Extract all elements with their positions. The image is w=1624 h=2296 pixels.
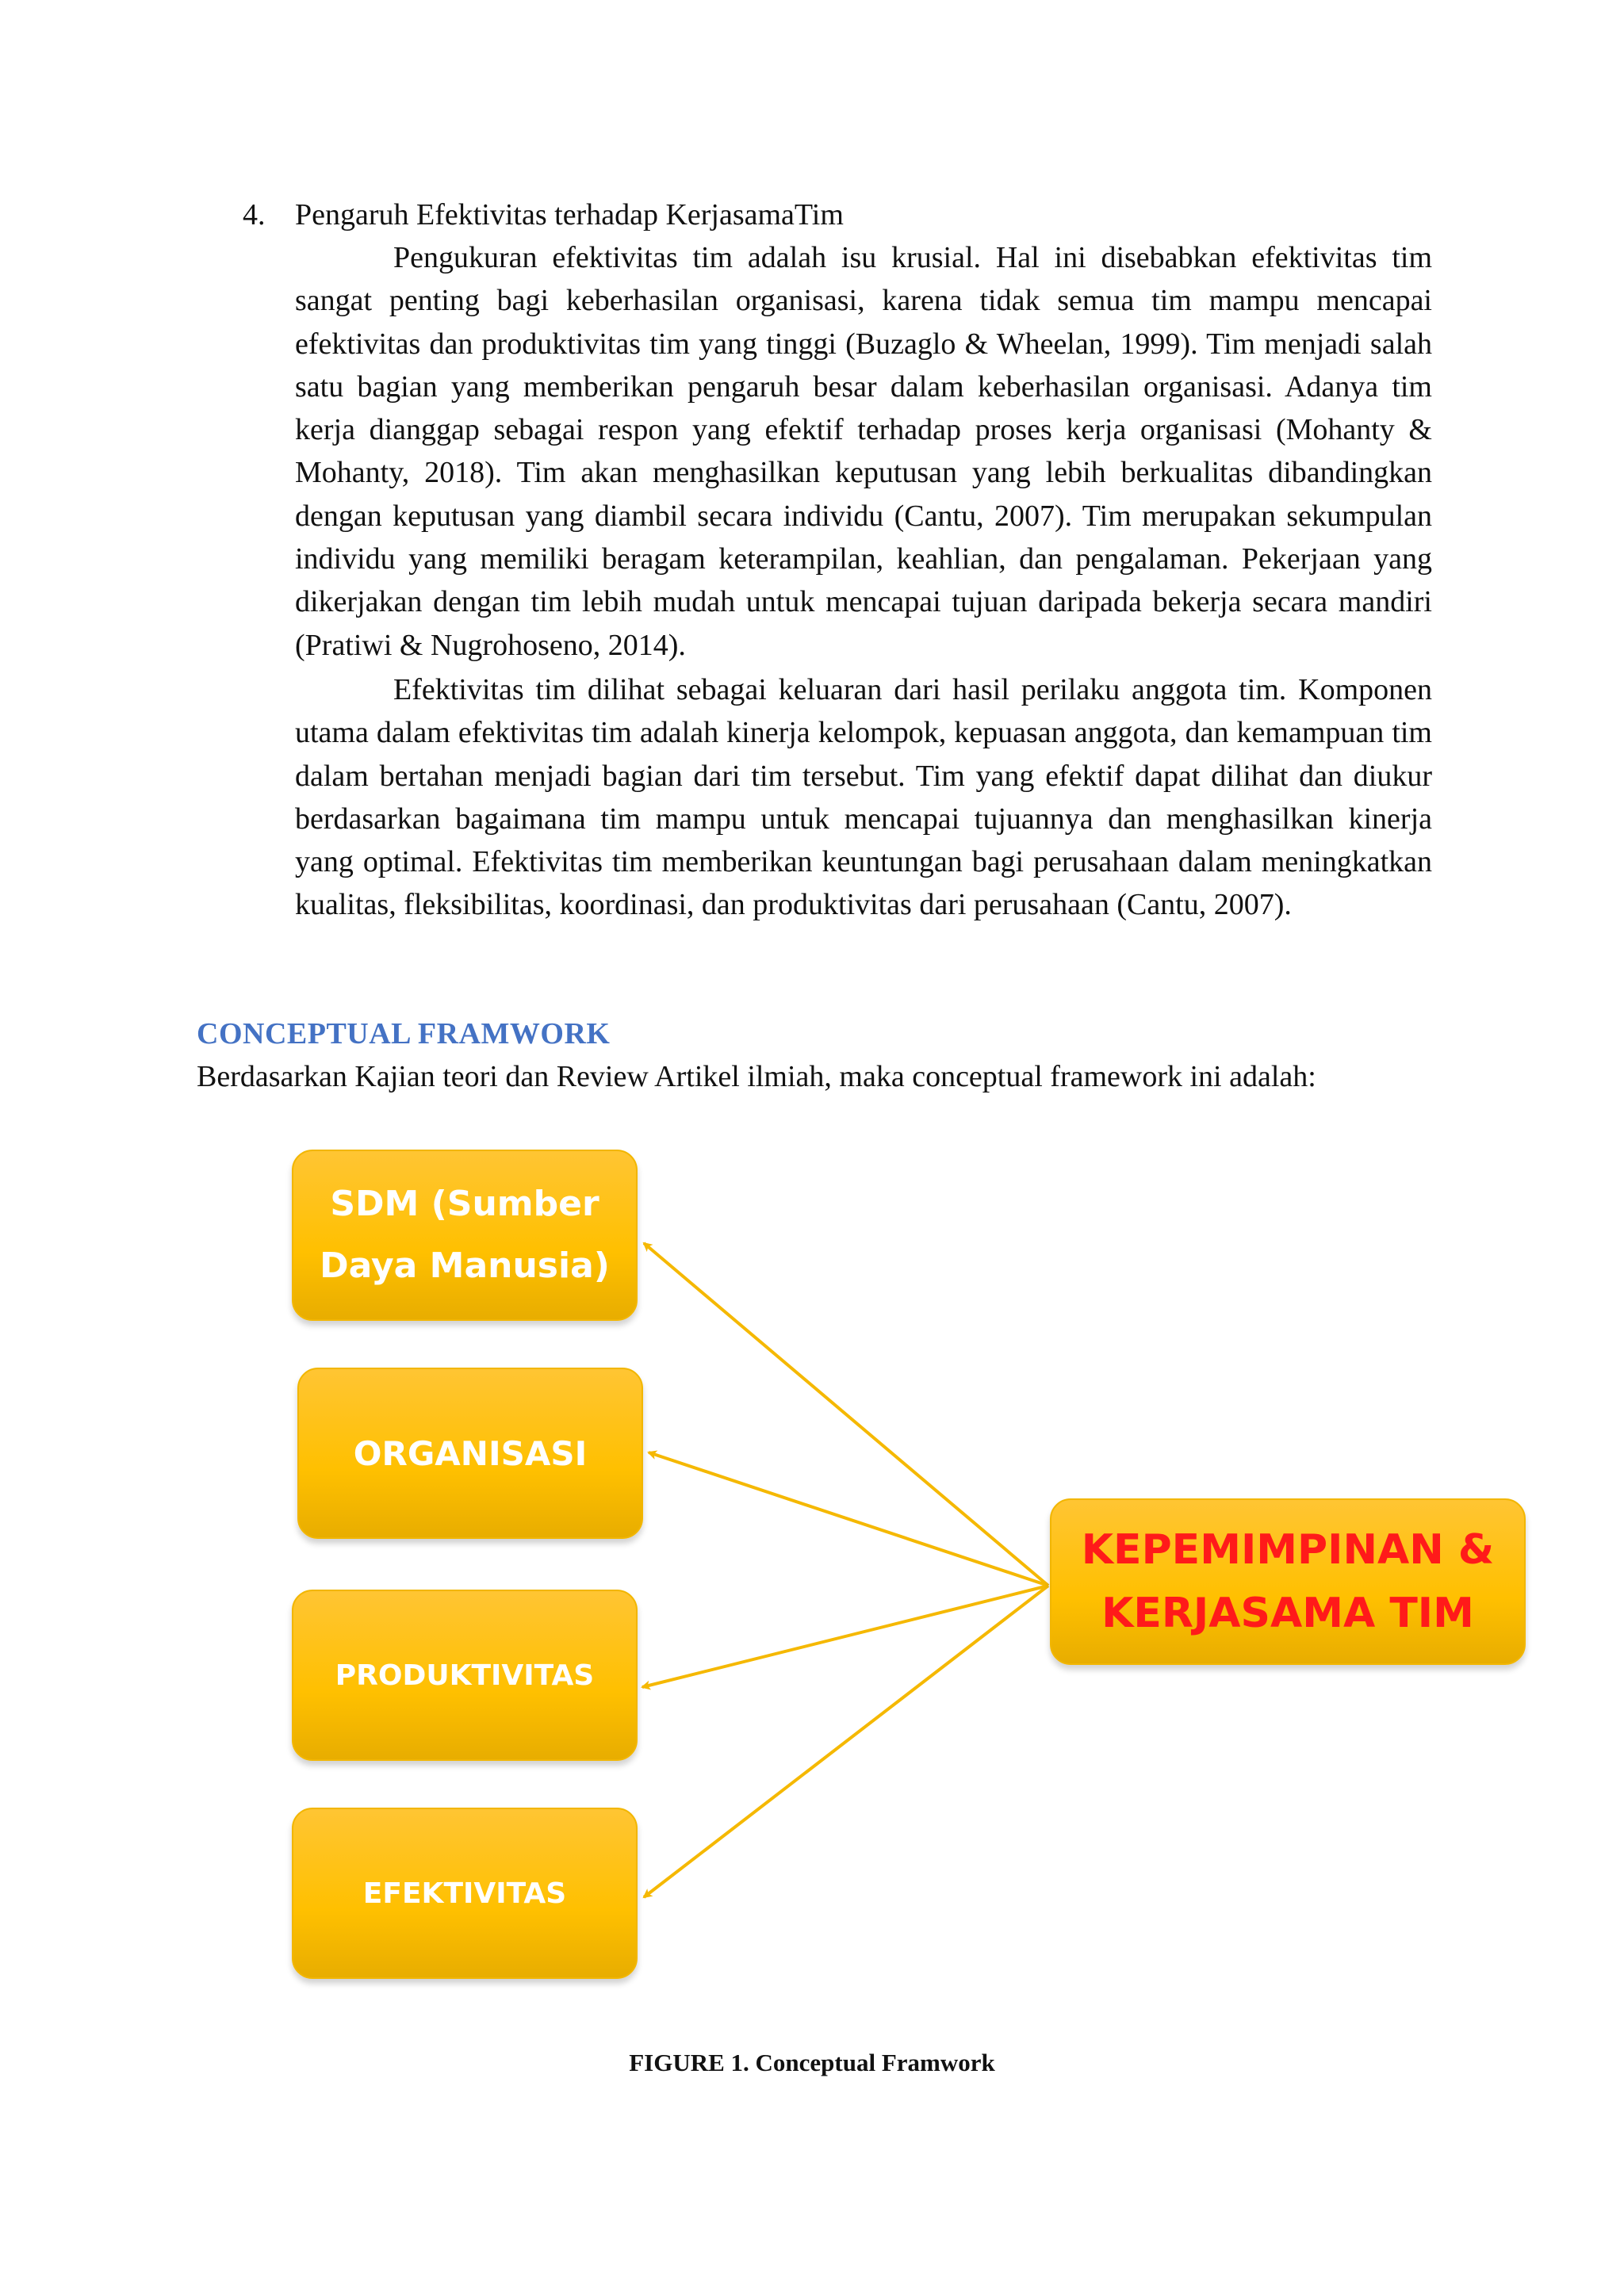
section-title: Pengaruh Efektivitas terhadap KerjasamaTim [295,198,844,232]
arrow-to-efektivitas [644,1586,1048,1897]
organisasi-box-label: ORGANISASI [353,1433,588,1473]
figure-caption: FIGURE 1. Conceptual Framwork [629,2049,995,2076]
efektivitas-box-label: EFEKTIVITAS [362,1877,567,1910]
sdm-box-line1: SDM (Sumber [330,1184,599,1224]
sdm-box-line2: Daya Manusia) [320,1246,610,1286]
conceptual-framework-intro: Berdasarkan Kajian teori dan Review Artikel ilmiah, maka conceptual framework ini adalah: [197,1060,1316,1093]
conceptual-framework-heading: CONCEPTUAL FRAMWORK [197,1017,611,1050]
arrow-to-sdm [644,1243,1048,1586]
body-paragraph-1-block [295,236,1432,667]
body-paragraph-1: Pengukuran efektivitas tim adalah isu krusial. Hal ini disebabkan efektivitas tim sangat penting bagi keberhasilan organisasi, karena tidak semua tim mampu mencapai efektivitas dan produktivitas tim yang tinggi (Buzaglo & Wheelan, 1999). Tim menjadi salah satu bagian yang memberikan pengaruh besar dalam keberhasilan organisasi. Adanya tim kerja dianggap sebagai respon yang efektif terhadap proses kerja organisasi (Mohanty & Mohanty, 2018). Tim akan menghasilkan keputusan yang lebih berkualitas dibandingkan dengan keputusan yang diambil secara individu (Cantu, 2007). Tim merupakan sekumpulan individu yang memiliki beragam keterampilan, keahlian, dan pengalaman. Pekerjaan yang dikerjakan dengan tim lebih mudah untuk mencapai tujuan daripada bekerja secara mandiri (Pratiwi & Nugrohoseno, 2014). [295,241,1432,662]
arrow-to-produktivitas [642,1586,1048,1687]
section-heading [243,193,844,236]
produktivitas-box [292,1590,638,1761]
sdm-box [292,1150,638,1321]
organisasi-box [297,1368,643,1539]
center-box-line1: KEPEMIMPINAN & [1081,1526,1495,1574]
body-paragraph-2-block [295,668,1432,927]
section-number: 4. [243,198,266,232]
body-paragraph-2: Efektivitas tim dilihat sebagai keluaran dari hasil perilaku anggota tim. Komponen utama dalam efektivitas tim adalah kinerja kelompok, kepuasan anggota, dan kemampuan tim dalam bertahan menjadi bagian dari tim tersebut. Tim yang efektif dapat dilihat dan diukur berdasarkan bagaimana tim mampu untuk mencapai tujuannya dan menghasilkan kinerja yang optimal. Efektivitas tim memberikan keuntungan bagi perusahaan dalam meningkatkan kualitas, fleksibilitas, koordinasi, dan produktivitas dari perusahaan (Cantu, 2007). [295,673,1432,922]
kepemimpinan-kerjasama-box [1050,1498,1526,1665]
produktivitas-box-label: PRODUKTIVITAS [335,1659,595,1692]
arrow-to-organisasi [649,1452,1048,1586]
conceptual-framework-diagram [238,1110,1554,1990]
efektivitas-box [292,1808,638,1979]
center-box-line2: KERJASAMA TIM [1101,1590,1474,1637]
